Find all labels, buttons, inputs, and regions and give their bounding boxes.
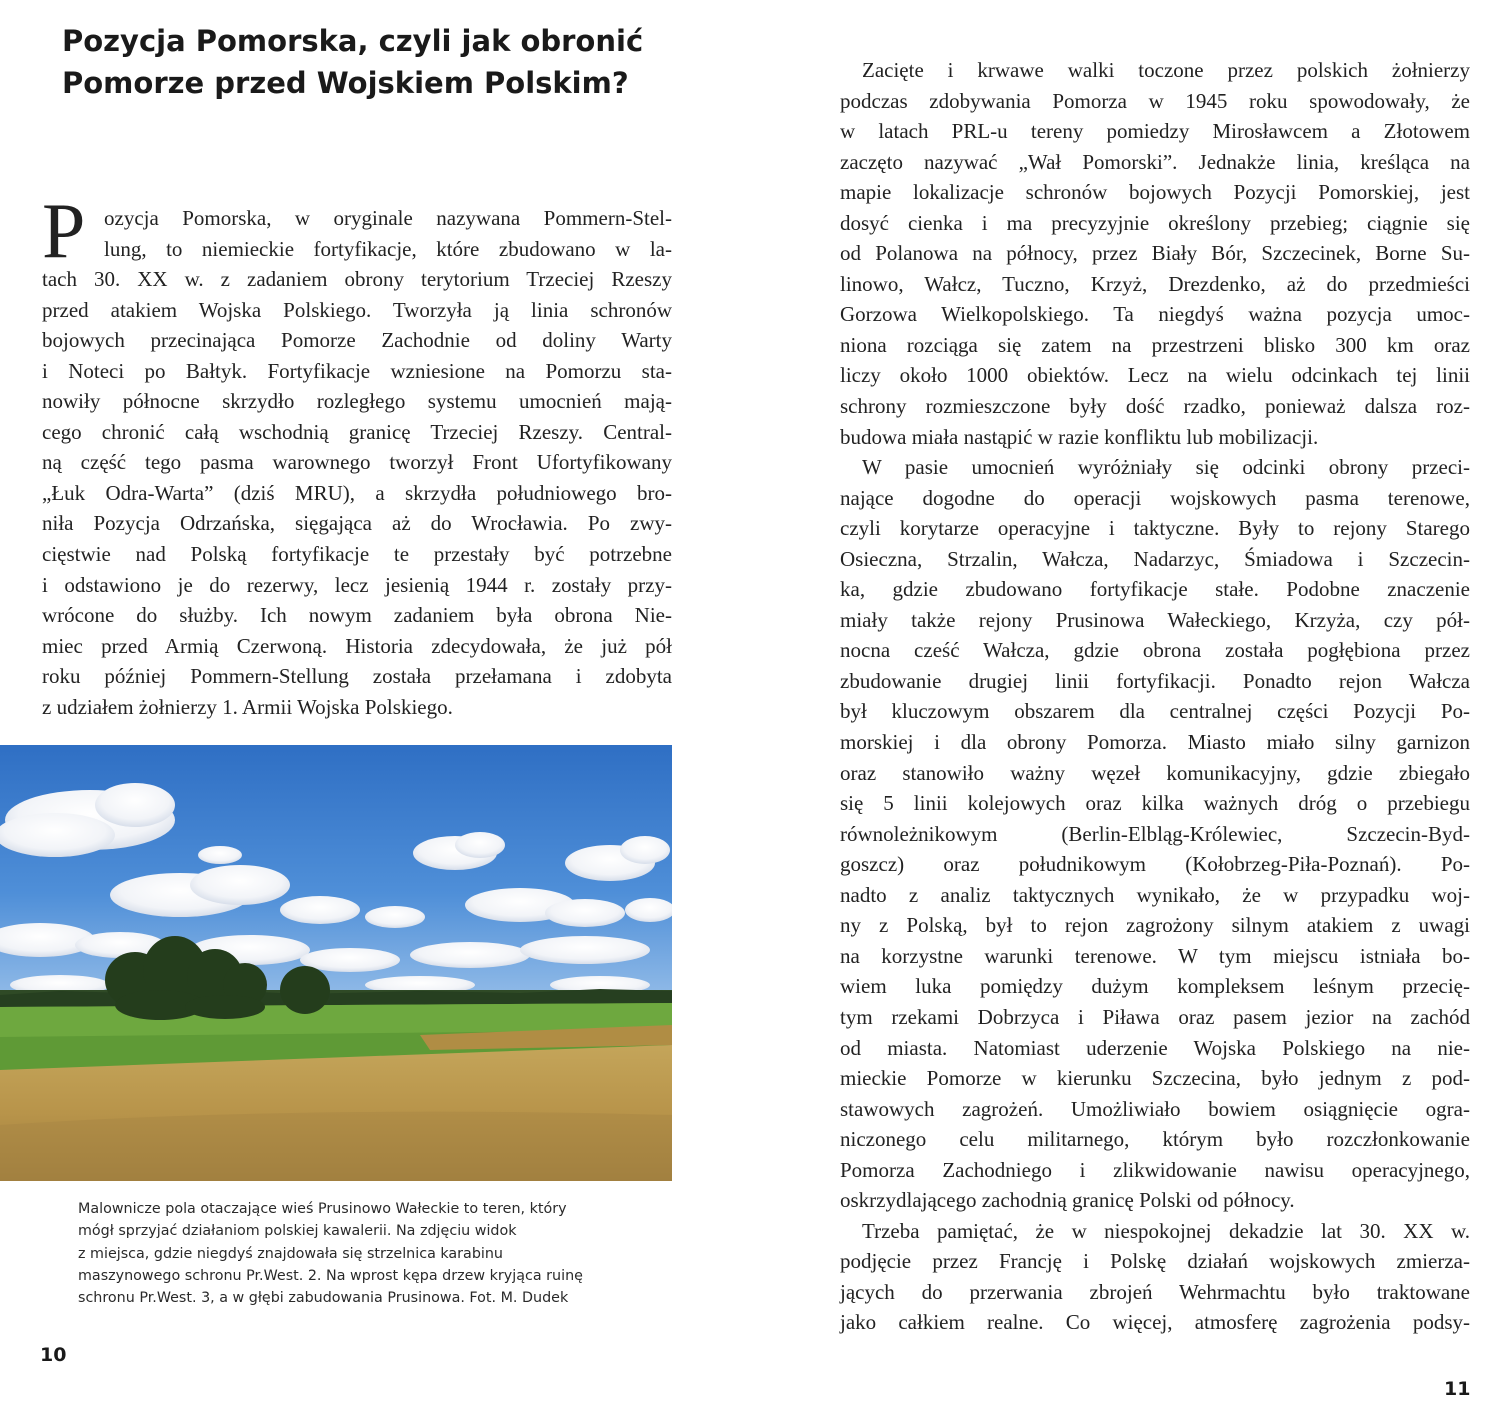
text-line: nowiły północne skrzydło rozległego systemu umocnień mają- <box>42 389 672 414</box>
text-line: podjęcie przez Francję i Polskę działań wojskowych zmierza- <box>840 1249 1470 1274</box>
text-line: przed atakiem Wojska Polskiego. Tworzyła ją linia schronów <box>42 297 672 322</box>
text-line: wrócone do służby. Ich nowym zadaniem była obrona Nie- <box>42 603 672 628</box>
text-line: cięstwie nad Polską fortyfikacje te przestały być potrzebne <box>42 542 672 567</box>
caption-line: Malownicze pola otaczające wieś Prusinowo Wałeckie to teren, który <box>78 1201 567 1217</box>
caption-line: z miejsca, gdzie niegdyś znajdowała się strzelnica karabinu <box>78 1245 503 1262</box>
text-line: równoleżnikowym (Berlin-Elbląg-Królewiec, Szczecin-Byd- <box>840 821 1470 846</box>
text-line: wiem luka pomiędzy dużym kompleksem leśnym przecię- <box>840 974 1470 999</box>
text-line: morskiej i dla obrony Pomorza. Miasto miało silny garnizon <box>840 730 1470 755</box>
text-line: Zacięte i krwawe walki toczone przez polskich żołnierzy <box>862 58 1470 82</box>
text-line: cego chronić całą wschodnią granicę Trzeciej Rzeszy. Central- <box>42 419 672 444</box>
text-line: linowo, Wałcz, Tuczno, Krzyż, Drezdenko, aż do przedmieści <box>840 271 1470 296</box>
text-line: i Noteci po Bałtyk. Fortyfikacje wzniesione na Pomorzu sta- <box>42 358 672 383</box>
text-line: ozycja Pomorska, w oryginale nazywana Pommern-Stel- <box>104 206 672 230</box>
text-line: bojowych przecinająca Pomorze Zachodnie od doliny Warty <box>42 328 672 353</box>
text-line: się 5 linii kolejowych oraz kilka ważnych dróg o przebiegu <box>840 791 1470 816</box>
text-line: zbudowanie drugiej linii fortyfikacji. Ponadto rejon Wałcza <box>840 668 1470 693</box>
text-line: mieckie Pomorze w kierunku Szczecina, było jednym z pod- <box>840 1066 1470 1091</box>
text-line: tach 30. XX w. z zadaniem obrony terytorium Trzeciej Rzeszy <box>42 267 672 292</box>
right-page <box>750 0 1500 1404</box>
chapter-title <box>62 20 682 104</box>
text-line: nające dogodne do operacji wojskowych pasma terenowe, <box>840 485 1470 510</box>
caption-line: mógł sprzyjać działaniom polskiej kawalerii. Na zdjęciu widok <box>78 1223 517 1240</box>
page-number: 10 <box>40 1344 67 1366</box>
landscape-photo <box>0 745 672 1181</box>
chapter-title-line: Pozycja Pomorska, czyli jak obronić <box>62 24 644 58</box>
text-line: od Polanowa na północy, przez Biały Bór, Szczecinek, Borne Su- <box>840 241 1470 266</box>
text-line: był kluczowym obszarem dla centralnej części Pozycji Po- <box>840 699 1470 724</box>
text-line: schrony rozmieszczone były dość rzadko, ponieważ dalsza roz- <box>840 394 1470 419</box>
drop-cap-letter: P <box>42 187 86 274</box>
text-line: Osieczna, Strzalin, Wałcza, Nadarzyc, Śmiadowa i Szczecin- <box>840 546 1470 571</box>
text-line: nadto z analiz taktycznych wynikało, że w przypadku woj- <box>840 882 1470 907</box>
caption-line: maszynowego schronu Pr.West. 2. Na wprost kępa drzew kryjąca ruinę <box>78 1267 583 1284</box>
text-line: zaczęto nazywać „Wał Pomorski”. Jednakże linia, kreśląca na <box>840 149 1470 174</box>
text-line: oskrzydlającego zachodnią granicę Polski od północy. <box>840 1188 1295 1213</box>
text-line: czyli korytarze operacyjne i taktyczne. Były to rejony Starego <box>840 516 1470 541</box>
text-line: roku później Pommern-Stellung została przełamana i zdobyta <box>42 664 672 689</box>
text-line: i odstawiono je do rezerwy, lecz jesienią 1944 r. zostały przy- <box>42 572 672 597</box>
text-line: W pasie umocnień wyróżniały się odcinki obrony przeci- <box>862 455 1470 480</box>
text-line: tym rzekami Dobrzyca i Piława oraz pasem jezior na zachód <box>840 1004 1470 1029</box>
text-line: niła Pozycja Odrzańska, sięgająca aż do Wrocławia. Po zwy- <box>42 511 672 536</box>
caption-line: schronu Pr.West. 3, a w głębi zabudowania Prusinowa. Fot. M. Dudek <box>78 1290 569 1307</box>
text-line: od miasta. Natomiast uderzenie Wojska Polskiego na nie- <box>840 1035 1470 1060</box>
text-line: Trzeba pamiętać, że w niespokojnej dekadzie lat 30. XX w. <box>862 1218 1470 1243</box>
text-line: oraz stanowiło ważny węzeł komunikacyjny, gdzie zbiegało <box>840 760 1470 785</box>
text-line: ny z Polską, był to rejon zagrożony silnym atakiem z uwagi <box>840 913 1470 938</box>
text-line: stawowych zagrożeń. Umożliwiało bowiem osiągnięcie ogra- <box>840 1096 1470 1121</box>
text-line: nocna cześć Wałcza, gdzie obrona została pogłębiona przez <box>840 638 1470 663</box>
text-line: na korzystne warunki terenowe. W tym miejscu istniała bo- <box>840 943 1470 968</box>
page-number: 11 <box>1444 1378 1471 1400</box>
text-line: budowa miała nastąpić w razie konfliktu lub mobilizacji. <box>840 424 1319 449</box>
text-line: goszcz) oraz południkowym (Kołobrzeg-Piła-Poznań). Po- <box>840 852 1470 877</box>
text-line: jako całkiem realne. Co więcej, atmosferę zagrożenia podsy- <box>840 1310 1470 1335</box>
text-line: jących do przerwania zbrojeń Wehrmachtu było traktowane <box>840 1279 1470 1304</box>
text-line: lung, to niemieckie fortyfikacje, które zbudowano w la- <box>104 236 672 261</box>
text-line: niczonego celu militarnego, którym było rozczłonkowanie <box>840 1127 1470 1152</box>
text-line: Gorzowa Wielkopolskiego. Ta niegdyś ważna pozycja umoc- <box>840 302 1470 327</box>
chapter-title-line: Pomorze przed Wojskiem Polskim? <box>62 66 629 100</box>
text-line: liczy około 1000 obiektów. Lecz na wielu odcinkach tej linii <box>840 363 1470 388</box>
photo-caption <box>78 1198 668 1309</box>
text-line: niona rozciąga się zatem na przestrzeni blisko 300 km oraz <box>840 332 1470 357</box>
text-line: miały także rejony Prusinowa Wałeckiego, Krzyża, czy pół- <box>840 607 1470 632</box>
text-line: dosyć cienka i ma precyzyjnie określony przebieg; ciągnie się <box>840 210 1470 235</box>
text-line: z udziałem żołnierzy 1. Armii Wojska Polskiego. <box>42 694 453 719</box>
text-line: Pomorza Zachodniego i zlikwidowanie nawisu operacyjnego, <box>840 1157 1470 1182</box>
text-line: mapie lokalizacje schronów bojowych Pozycji Pomorskiej, jest <box>840 180 1470 205</box>
left-page-paragraph <box>42 203 672 722</box>
right-page-paragraphs <box>840 55 1470 1338</box>
text-line: podczas zdobywania Pomorza w 1945 roku spowodowały, że <box>840 88 1470 113</box>
text-line: miec przed Armią Czerwoną. Historia zdecydowała, że już pół <box>42 633 672 658</box>
text-line: w latach PRL-u tereny pomiedzy Mirosławcem a Złotowem <box>840 119 1470 144</box>
text-line: ka, gdzie zbudowano fortyfikacje stałe. Podobne znaczenie <box>840 577 1470 602</box>
text-line: „Łuk Odra-Warta” (dziś MRU), a skrzydła południowego bro- <box>42 480 672 505</box>
text-line: ną część tego pasma warownego tworzył Front Ufortyfikowany <box>42 450 672 475</box>
